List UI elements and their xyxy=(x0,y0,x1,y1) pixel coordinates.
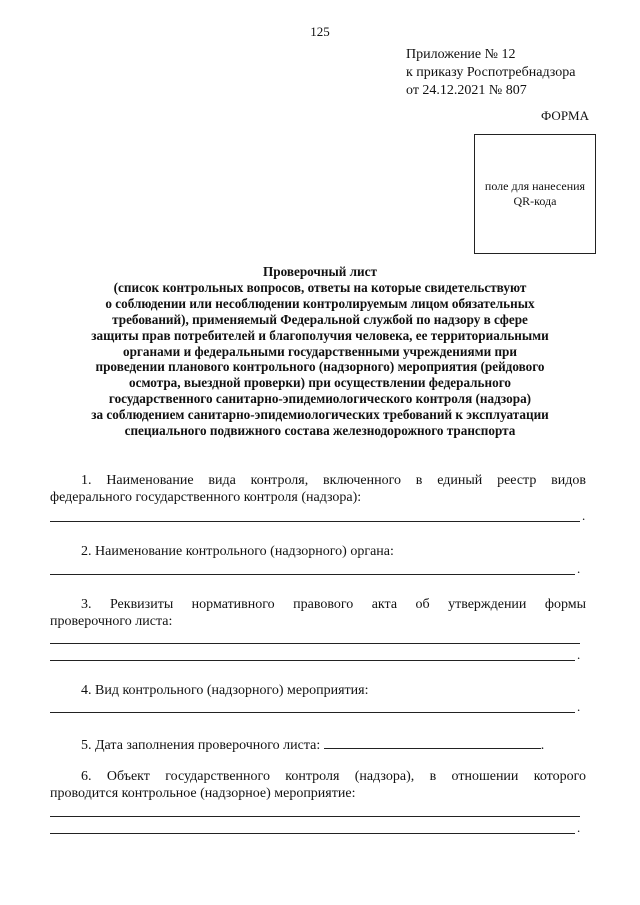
item-2 xyxy=(50,543,586,560)
title-line: специального подвижного состава железнодорожного транспорта xyxy=(124,423,516,439)
title-line: о соблюдении или несоблюдении контролируемым лицом обязательных xyxy=(105,295,535,311)
item-3-line-1: 3. Реквизиты нормативного правового акта об утверждении формы xyxy=(81,597,586,612)
item-6-period: . xyxy=(577,820,581,835)
title-line: государственного санитарно-эпидемиологического контроля (надзора) xyxy=(108,391,532,407)
item-1-line-1: 1. Наименование вида контроля, включенного в единый реестр видов xyxy=(81,473,586,488)
page-number: 125 xyxy=(310,24,330,39)
order-line: к приказу Роспотребнадзора xyxy=(406,65,576,80)
item-6 xyxy=(50,768,586,802)
appendix-line: Приложение № 12 xyxy=(406,47,516,62)
qr-box-line: QR-кода xyxy=(513,194,557,208)
item-4 xyxy=(50,682,586,699)
item-2-period: . xyxy=(577,561,581,576)
item-5-date-blank[interactable] xyxy=(324,734,541,749)
title-line: требований), применяемый Федеральной службой по надзору в сфере xyxy=(112,311,528,327)
item-5-period: . xyxy=(540,738,545,753)
item-3-answer-line[interactable] xyxy=(50,643,580,644)
title-line: (список контрольных вопросов, ответы на которые свидетельствуют xyxy=(113,279,527,295)
qr-code-field xyxy=(474,134,596,254)
item-4-line-1: 4. Вид контрольного (надзорного) мероприятия: xyxy=(81,683,369,698)
item-5 xyxy=(50,734,586,754)
item-6-line-1: 6. Объект государственного контроля (надзора), в отношении которого xyxy=(81,769,586,784)
qr-box-line: поле для нанесения xyxy=(484,179,586,193)
item-3-line-2: проверочного листа: xyxy=(50,614,173,629)
item-4-answer-line[interactable] xyxy=(50,712,575,713)
item-1-answer-line[interactable] xyxy=(50,521,580,522)
title-line: органами и федеральными государственными учреждениями при xyxy=(122,343,517,359)
item-1 xyxy=(50,472,586,506)
item-4-period: . xyxy=(577,699,581,714)
title-line: Проверочный лист xyxy=(263,264,377,279)
item-3-period: . xyxy=(577,647,581,662)
item-2-answer-line[interactable] xyxy=(50,574,575,575)
item-5-line-1 xyxy=(50,734,586,754)
item-3 xyxy=(50,596,586,630)
form-label: ФОРМА xyxy=(541,108,589,123)
item-2-line-1: 2. Наименование контрольного (надзорного) органа: xyxy=(81,544,394,559)
item-6-answer-line[interactable] xyxy=(50,833,575,834)
item-3-answer-line[interactable] xyxy=(50,660,575,661)
title-line: проведении планового контрольного (надзорного) мероприятия (рейдового xyxy=(95,359,545,375)
item-1-line-2: федерального государственного контроля (надзора): xyxy=(50,490,362,505)
item-6-line-2: проводится контрольное (надзорное) мероприятие: xyxy=(50,786,356,801)
item-1-period: . xyxy=(582,508,586,523)
item-6-answer-line[interactable] xyxy=(50,816,580,817)
order-date-line: от 24.12.2021 № 807 xyxy=(406,83,527,98)
title-line: осмотра, выездной проверки) при осуществлении федерального xyxy=(129,375,511,391)
title-line: защиты прав потребителей и благополучия человека, ее территориальными xyxy=(91,327,549,343)
appendix-header xyxy=(406,46,575,100)
item-5-label: 5. Дата заполнения проверочного листа: xyxy=(81,738,321,753)
document-title xyxy=(40,264,600,439)
title-line: за соблюдением санитарно-эпидемиологических требований к эксплуатации xyxy=(91,407,549,423)
